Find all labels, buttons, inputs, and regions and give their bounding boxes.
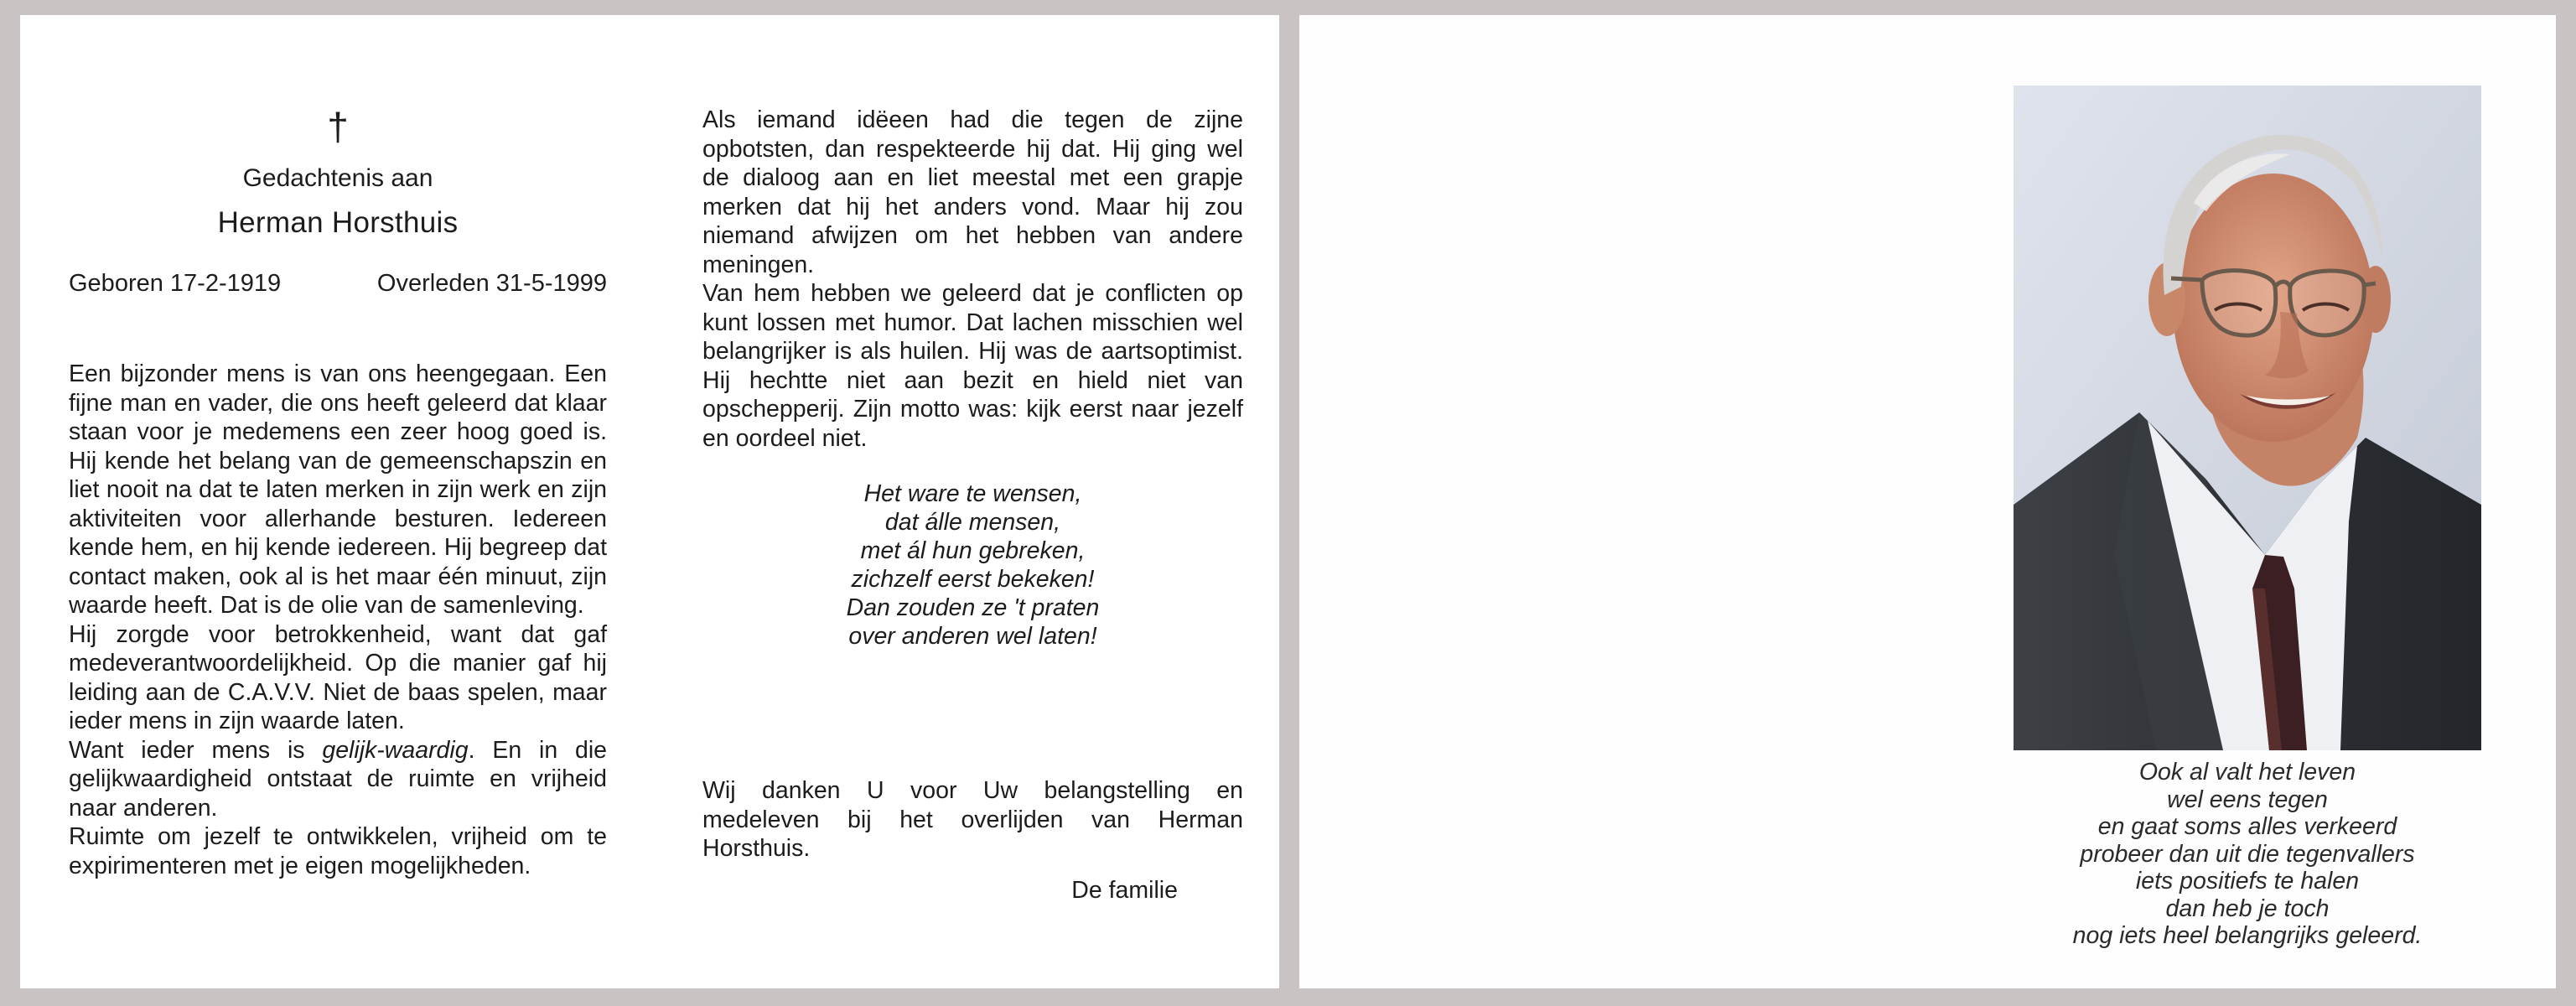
story-paragraph-4: Ruimte om jezelf te ontwikkelen, vrijheid om te expirimenteren met je eigen mogelijkheden. [69, 823, 607, 879]
poem-line: over anderen wel laten! [848, 623, 1097, 650]
birth-date: Geboren 17-2-1919 [69, 270, 282, 297]
cross-icon: † [327, 105, 349, 148]
memorial-card-inner [20, 15, 1279, 988]
poem-line: dat álle mensen, [884, 509, 1061, 536]
caption-line: dan heb je toch [2165, 895, 2330, 922]
caption-line: iets positiefs te halen [2135, 868, 2360, 895]
story-paragraph-2: Hij zorgde voor betrokkenheid, want dat gaf medeverantwoordelijkheid. Op die manier gaf hij leiding aan de C.A.V.V. Niet de baas spelen, maar ieder mens in zijn waarde laten. [69, 620, 607, 734]
poem [702, 480, 1243, 651]
family-signature: De familie [1071, 876, 1178, 904]
poem-line: met ál hun gebreken, [860, 537, 1086, 564]
story-emphasis: gelijk-waardig [322, 736, 469, 764]
column2-paragraph-2: Van hem hebben we geleerd dat je conflicten op kunt lossen met humor. Dat lachen misschien wel belangrijker is als huilen. Hij was de aartsoptimist. Hij hechtte niet aan bezit en hield niet van opschepperij. Zijn motto was: kijk eerst naar jezelf en oordeel niet. [702, 280, 1243, 452]
story-paragraph-3-end: . En in die gelijkwaardigheid ontstaat de ruimte en vrijheid naar anderen. [69, 736, 608, 822]
poem-line: Het ware te wensen, [863, 480, 1082, 507]
life-dates [69, 270, 607, 298]
caption-line: wel eens tegen [2167, 786, 2328, 813]
poem-line: Dan zouden ze 't praten [846, 594, 1100, 621]
story-paragraph-3 [69, 736, 607, 823]
column2-paragraph-1: Als iemand idëeen had die tegen de zijne opbotsten, dan respekteerde hij dat. Hij ging wel de dialoog aan en liet meestal met een grapje merken dat hij het anders vond. Maar hij zou niemand afwijzen om het hebben van andere meningen. [702, 106, 1243, 278]
life-story [69, 360, 607, 880]
story-paragraph-1: Een bijzonder mens is van ons heengegaan. Een fijne man en vader, die ons heeft geleerd dat klaar staan voor je medemens een zeer hoog goed is. Hij kende het belang van de gemeenschapszin en liet nooit na dat te laten merken in zijn werk en zijn aktiviteiten voor allerhande besturen. Iedereen kende hem, en hij kende iedereen. Hij begreep dat contact maken, ook al is het maar één minuut, zijn waarde heeft. Dat is de olie van de samenleving. [69, 360, 607, 619]
poem-line: zichzelf eerst bekeken! [851, 566, 1095, 593]
middle-column [702, 106, 1243, 905]
story-paragraph-3-start: Want ieder mens is [69, 736, 323, 764]
thanks-paragraph: Wij danken U voor Uw belangstelling en medeleven bij het overlijden van Herman Horsthuis. [702, 777, 1243, 862]
caption-line: nog iets heel belangrijks geleerd. [2072, 922, 2423, 949]
left-column [69, 107, 607, 880]
death-date: Overleden 31-5-1999 [376, 270, 607, 297]
portrait-photo [2014, 86, 2481, 750]
deceased-name: Herman Horsthuis [217, 206, 459, 239]
caption-line: en gaat soms alles verkeerd [2097, 813, 2397, 840]
memorial-card-cover [1299, 15, 2556, 988]
caption-line: Ook al valt het leven [2138, 759, 2356, 786]
caption-line: probeer dan uit die tegenvallers [2080, 840, 2415, 868]
gedachtenis-heading: Gedachtenis aan [242, 164, 433, 192]
photo-caption-poem [2014, 759, 2481, 950]
